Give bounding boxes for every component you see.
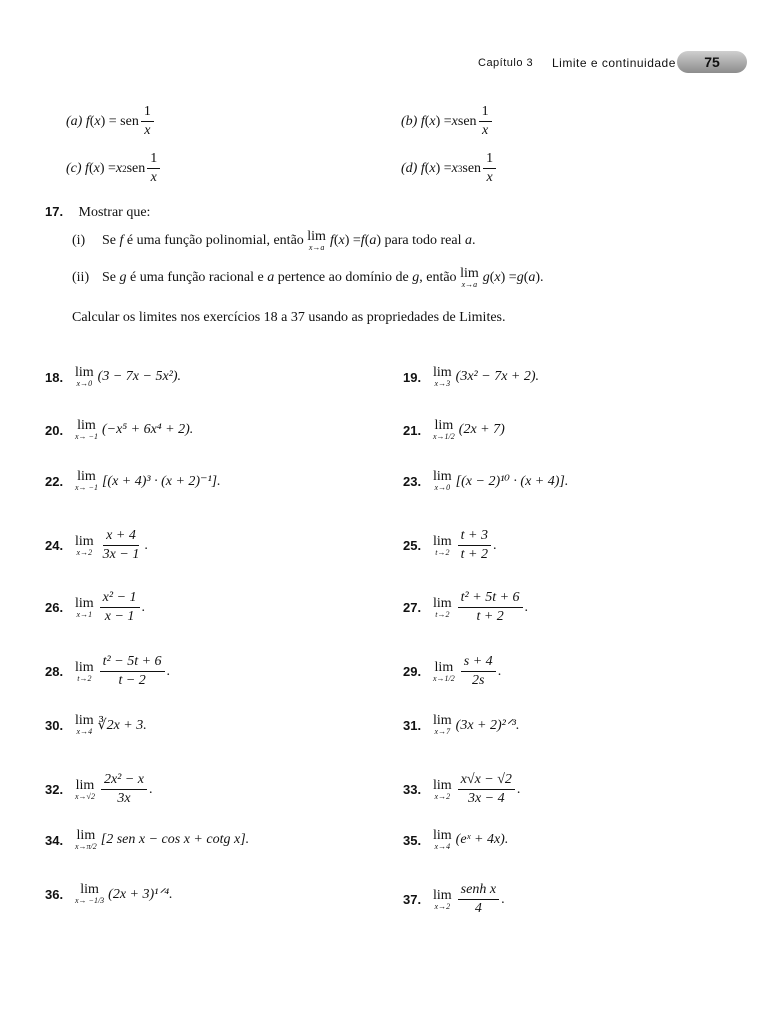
exercise-number: 25. <box>403 538 422 554</box>
limit-operator: lim x→ −1/3 <box>75 882 105 906</box>
exercise-item: 25. lim t→2 $\frac{t + 3}{t + 2}$ . <box>403 528 497 563</box>
limit-operator: lim t→2 <box>75 659 94 683</box>
limit-operator: lim t→2 <box>433 533 452 557</box>
ex17-i-text-1: Se <box>102 233 116 249</box>
ex17-ii-text-2: é uma função racional e <box>130 270 264 286</box>
limit-operator: lim x→1/2 <box>433 418 455 442</box>
exercise-number: 35. <box>403 832 422 848</box>
part-b-label: (b) <box>401 113 418 129</box>
fraction-expression: $\frac{\text{senh x}}{4}$ <box>458 882 499 917</box>
limit-operator: lim x→π/2 <box>75 828 97 852</box>
limit-expression: (2x + 7) <box>458 422 505 438</box>
part-b: (b) f ( x ) = x sen $\frac{1}{x}$ <box>401 104 494 139</box>
fraction-expression: $\frac{\text{t² − 5t + 6}}{t - 2}$ <box>100 654 165 689</box>
exercise-number: 33. <box>403 782 422 798</box>
limit-expression: (3x² − 7x + 2). <box>455 369 540 385</box>
limit-operator: lim x→4 <box>75 713 94 737</box>
limit-expression: [2 sen x − cos x + cotg x]. <box>100 832 250 848</box>
limit-expression: (3x + 2)²ᐟ³. <box>455 717 520 733</box>
limit-operator: lim x→ −1 <box>75 418 98 442</box>
exercise-number: 36. <box>45 886 64 902</box>
exercise-item <box>403 469 568 493</box>
exercise-number: 22. <box>45 473 64 489</box>
exercise-item <box>403 713 519 737</box>
ex17-ii-text-4: , então <box>419 270 457 286</box>
exercise-item <box>45 469 221 493</box>
limit-expression: ∛2x + 3. <box>97 717 147 733</box>
exercise-item: 29. lim x→1/2 $\frac{s + 4}{2s}$ . <box>403 654 502 689</box>
exercise-item: 32. lim x→√2 $\frac{\text{2x² − x}}{3x}$ . <box>45 772 153 807</box>
exercise-number: 29. <box>403 664 422 680</box>
fraction-expression: $\frac{\text{t² + 5t + 6}}{t + 2}$ <box>458 590 523 625</box>
part-c: (c) f ( x ) = x 2 sen $\frac{1}{x}$ <box>66 151 162 186</box>
exercise-item <box>403 418 505 442</box>
exercise-item: 24. lim x→2 $\frac{x + 4}{3x - 1}$ . <box>45 528 148 563</box>
limit-expression: (2x + 3)¹ᐟ⁴. <box>108 886 173 902</box>
exercise-number: 37. <box>403 892 422 908</box>
page-number-badge <box>677 51 747 73</box>
fraction-expression: $\frac{x√x - √2}{3x - 4}$ <box>458 772 515 807</box>
exercise-item: 37. lim x→2 $\frac{\text{senh x}}{4}$ . <box>403 882 505 917</box>
ex17-heading <box>45 204 150 221</box>
limit-operator: lim x→ −1 <box>75 469 98 493</box>
exercise-item: 26. lim x→1 $\frac{\text{x² − 1}}{x - 1}$ . <box>45 590 146 625</box>
exercise-number: 27. <box>403 600 422 616</box>
ex17-title: Mostrar que: <box>78 205 151 220</box>
exercise-number: 32. <box>45 782 64 798</box>
exercise-number: 34. <box>45 832 64 848</box>
limit-operator: lim x→3 <box>433 365 452 389</box>
fraction-expression: $\frac{\text{2x² − x}}{3x}$ <box>101 772 147 807</box>
ex17-number: 17. <box>45 204 64 219</box>
chapter-title: Limite e continuidade <box>552 56 676 70</box>
page-number: 75 <box>704 54 720 70</box>
exercise-number: 23. <box>403 473 422 489</box>
part-d-label: (d) <box>401 160 418 176</box>
exercise-item: 27. lim t→2 $\frac{\text{t² + 5t + 6}}{t + 2}$ . <box>403 590 529 625</box>
limit-operator: lim x→1 <box>75 595 94 619</box>
part-a-label: (a) <box>66 113 83 129</box>
ex17-i-label: (i) <box>72 233 86 249</box>
limit-expression: (3 − 7x − 5x²). <box>97 369 182 385</box>
limit-expression: (−x⁵ + 6x⁴ + 2). <box>101 422 194 438</box>
ex17-i-text-2: é uma função polinomial, então <box>126 233 304 249</box>
ex17-i: (i) Se f é uma função polinomial, então lim x→a f ( x ) = f ( a ) para todo real a . <box>72 229 476 253</box>
limit-expression: (eˣ + 4x). <box>455 832 509 848</box>
exercise-number: 24. <box>45 538 64 554</box>
exercise-item <box>45 882 173 906</box>
exercise-number: 20. <box>45 422 64 438</box>
fraction-expression: $\frac{s + 4}{2s}$ <box>461 654 496 689</box>
exercise-item: 28. lim t→2 $\frac{\text{t² − 5t + 6}}{t - 2}$ . <box>45 654 171 689</box>
instruction-text: Calcular os limites nos exercícios 18 a 37 usando as propriedades de Limites. <box>72 310 506 325</box>
exercise-item <box>45 418 193 442</box>
limit-operator: lim x→0 <box>433 469 452 493</box>
limit-operator: lim x→2 <box>433 777 452 801</box>
exercise-number: 18. <box>45 369 64 385</box>
ex17-i-text-3: para todo real <box>384 233 462 249</box>
exercise-number: 28. <box>45 664 64 680</box>
exercise-item <box>45 713 147 737</box>
limit-operator: lim x→2 <box>433 887 452 911</box>
limit-operator: lim x→√2 <box>75 777 95 801</box>
part-a: (a) f ( x ) = sen $\frac{1}{x}$ <box>66 104 156 139</box>
exercise-item: 33. lim x→2 $\frac{x√x - √2}{3x - 4}$ . <box>403 772 521 807</box>
part-d: (d) f ( x ) = x 3 sen $\frac{1}{x}$ <box>401 151 498 186</box>
exercise-number: 21. <box>403 422 422 438</box>
ex17-ii-label: (ii) <box>72 270 90 286</box>
limit-operator: lim x→7 <box>433 713 452 737</box>
limit-expression: [(x + 4)³ · (x + 2)⁻¹]. <box>101 473 221 489</box>
fraction-expression: $\frac{\text{x² − 1}}{x - 1}$ <box>100 590 140 625</box>
ex17-ii: (ii) Se g é uma função racional e a pertence ao domínio de g , então lim x→a g ( x ) = g ( a ). <box>72 266 544 290</box>
exercise-item <box>45 365 181 389</box>
fraction-expression: $\frac{t + 3}{t + 2}$ <box>458 528 491 563</box>
limit-operator: lim x→2 <box>75 533 94 557</box>
exercise-item <box>403 365 539 389</box>
limit-operator: lim x→1/2 <box>433 659 455 683</box>
exercise-item <box>45 828 249 852</box>
limit-operator: lim x→0 <box>75 365 94 389</box>
limit-operator: lim x→4 <box>433 828 452 852</box>
ex17-ii-text-1: Se <box>102 270 116 286</box>
limit-operator: lim t→2 <box>433 595 452 619</box>
part-c-label: (c) <box>66 160 82 176</box>
exercise-number: 19. <box>403 369 422 385</box>
exercise-item <box>403 828 508 852</box>
exercise-number: 31. <box>403 717 422 733</box>
chapter-label: Capítulo 3 <box>478 57 534 69</box>
limit-expression: [(x − 2)¹⁰ · (x + 4)]. <box>455 473 569 489</box>
ex17-ii-text-3: pertence ao domínio de <box>277 270 409 286</box>
exercise-number: 26. <box>45 600 64 616</box>
fraction-expression: $\frac{x + 4}{3x - 1}$ <box>102 528 140 563</box>
exercise-number: 30. <box>45 717 64 733</box>
